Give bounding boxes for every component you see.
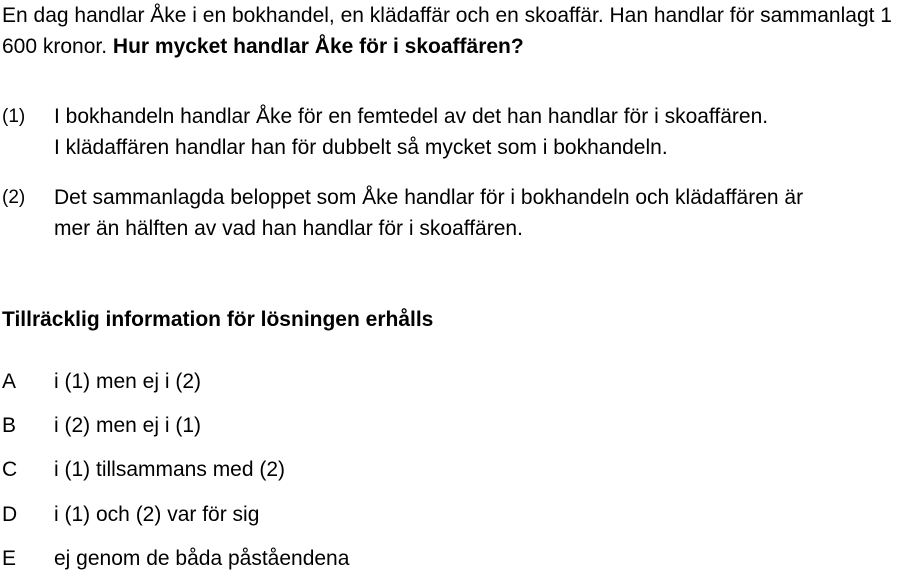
statement-1: [2, 101, 900, 163]
statement-1-line-2: I klädaffären handlar han för dubbelt så mycket som i bokhandeln.: [54, 136, 668, 159]
option-b[interactable]: [2, 410, 349, 454]
option-b-letter: B: [2, 414, 17, 438]
answer-stem: Tillräcklig information för lösningen erhålls: [2, 308, 434, 331]
statement-2: [2, 182, 900, 244]
option-d-letter: D: [2, 502, 18, 526]
option-c-letter: C: [2, 458, 18, 482]
option-b-text: i (2) men ej i (1): [54, 414, 202, 438]
option-c-text: i (1) tillsammans med (2): [54, 458, 286, 482]
option-d[interactable]: [2, 499, 349, 543]
statement-2-line-1: Det sammanlagda beloppet som Åke handlar för i bokhandeln och klädaffären är: [54, 186, 804, 209]
statement-2-line-2: mer än hälften av vad han handlar för i skoaffären.: [54, 217, 523, 240]
statement-2-number: (2): [2, 187, 26, 208]
option-a-letter: A: [2, 370, 17, 393]
question-text: Hur mycket handlar Åke för i skoaffären?: [112, 35, 524, 58]
option-c[interactable]: [2, 454, 349, 498]
option-e-letter: E: [2, 546, 17, 570]
problem-intro: [2, 0, 898, 62]
statement-1-line-1: I bokhandeln handlar Åke för en femtedel av det han handlar för i skoaffären.: [54, 105, 769, 128]
option-a[interactable]: [2, 366, 349, 410]
option-d-text: i (1) och (2) var för sig: [54, 502, 260, 526]
problem-page: [2, 0, 898, 570]
option-e-text: ej genom de båda påståendena: [54, 546, 350, 570]
statement-1-number: (1): [2, 106, 26, 127]
option-a-text: i (1) men ej i (2): [54, 370, 202, 393]
intro-text: En dag handlar Åke i en bokhandel, en klädaffär och en skoaffär. Han handlar för sammanlagt 1 600 kronor.: [2, 4, 892, 58]
option-e[interactable]: [2, 543, 349, 587]
answer-options: [2, 366, 349, 587]
